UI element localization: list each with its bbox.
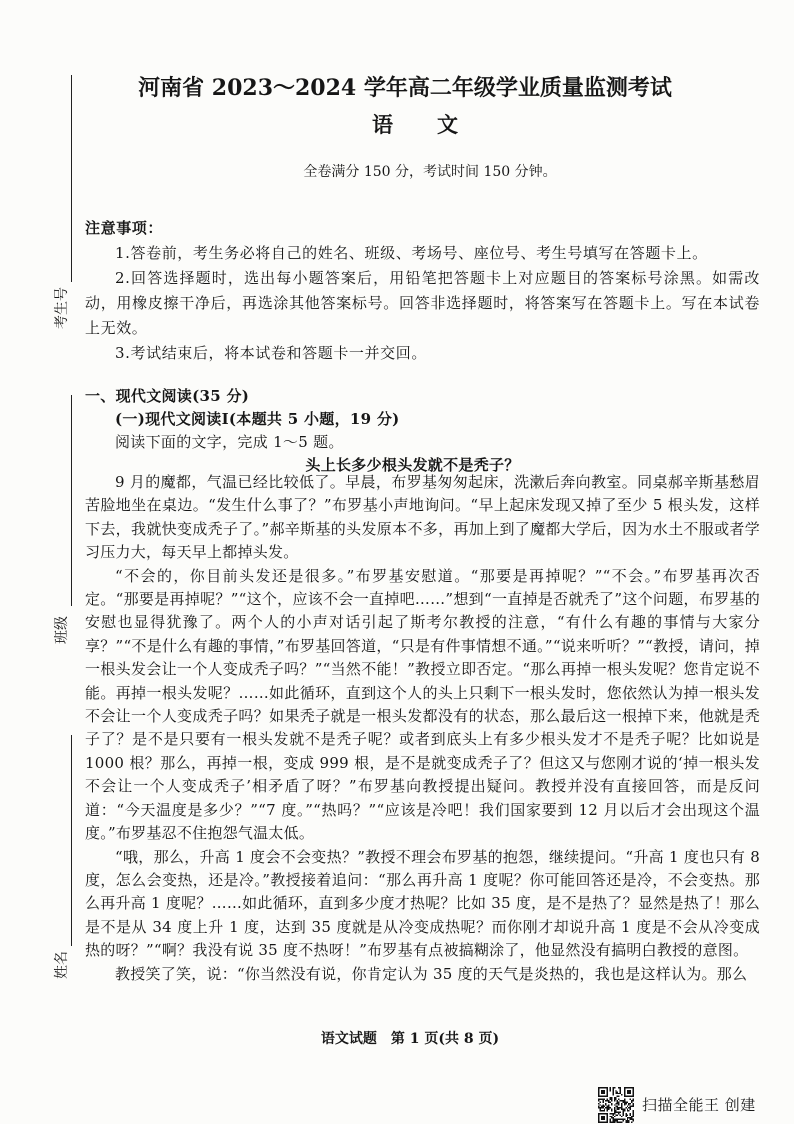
exam-number-label: 考生号 — [54, 287, 70, 329]
passage-body — [85, 471, 760, 986]
binding-line-top — [71, 75, 72, 282]
notice-item: 2.回答选择题时，选出每小题答案后，用铅笔把答题卡上对应题目的答案标号涂黑。如需改动，用橡皮擦干净后，再选涂其他答案标号。回答非选择题时，将答案写在答题卡上。写在本试卷上无效。 — [85, 269, 760, 337]
passage-paragraph: “哦，那么，升高 1 度会不会变热？”教授不理会布罗基的抱怨，继续提问。“升高 1 度也只有 8 度，怎么会变热，还是冷。”教授接着追问：“那么再升高 1 度呢？你可能回答还是冷，不会变热。那么再升高 1 度呢？……如此循环，直到多少度才热呢？比如 35 度，是不是热了？显然是热了！那么是不是从 34 度上升 1 度，达到 35 度就是从冷变成热呢？而你刚才却说升高 1 度是不会从冷变成热的呀？”“啊？我没有说 35 度不热呀！”布罗基有点被搞糊涂了，他显然没有搞明白教授的意图。 — [85, 847, 760, 960]
scanner-watermark: 扫描全能王 创建 — [642, 1096, 756, 1114]
passage-title: 头上长多少根头发就不是秃子？ — [305, 455, 520, 474]
score-info: 全卷满分 150 分，考试时间 150 分钟。 — [303, 164, 557, 180]
class-label: 班级 — [54, 616, 70, 644]
binding-line-bottom — [71, 735, 72, 946]
section-instruction: 阅读下面的文字，完成 1～5 题。 — [115, 432, 344, 451]
section-subheading: (一)现代文阅读Ⅰ(本题共 5 小题，19 分) — [115, 409, 400, 428]
name-label: 姓名 — [54, 951, 70, 979]
qr-code-icon — [598, 1087, 634, 1123]
passage-paragraph: 教授笑了笑，说：“你当然没有说，你肯定认为 35 度的天气是炎热的，我也是这样认为。那么 — [115, 964, 748, 983]
binding-line-middle — [71, 395, 72, 606]
notice-section — [85, 216, 760, 366]
passage-paragraph: “不会的，你目前头发还是很多。”布罗基安慰道。“那要是再掉呢？”“不会。”布罗基再次否定。“那要是再掉呢？”“这个，应该不会一直掉吧……”想到“一直掉是否就秃了”这个问题，布罗基的安慰也显得犹豫了。两个人的小声对话引起了斯考尔教授的注意，“有什么有趣的事情与大家分享？”“不是什么有趣的事情，”布罗基回答道，“只是有件事情想不通。”“说来听听？”“教授，请问，掉一根头发会让一个人变成秃子吗？”“当然不能！”教授立即否定。“那么再掉一根头发呢？您肯定说不能。再掉一根头发呢？……如此循环，直到这个人的头上只剩下一根头发时，您依然认为掉一根头发不会让一个人变成秃子吗？如果秃子就是一根头发都没有的状态，那么最后这一根掉下来，他就是秃子了？是不是只要有一根头发就不是秃子呢？或者到底头上有多少根头发才不是秃子呢？比如说是 1000 根？那么，再掉一根，变成 999 根，是不是就变成秃子了？但这又与您刚才说的‘掉一根头发不会让一个人变成秃子’相矛盾了呀？”布罗基向教授提出疑问。教授并没有直接回答，而是反问道：“今天温度是多少？”“7 度。”“热吗？”“应该是冷吧！我们国家要到 12 月以后才会出现这个温度。”布罗基忍不住抱怨气温太低。 — [85, 566, 760, 843]
reading-section-header — [85, 385, 760, 477]
notice-item: 3.考试结束后，将本试卷和答题卡一并交回。 — [115, 344, 427, 362]
section-heading: 一、现代文阅读(35 分) — [85, 386, 250, 405]
notice-item: 1.答卷前，考生务必将自己的姓名、班级、考场号、座位号、考生号填写在答题卡上。 — [115, 244, 708, 262]
page-footer: 语文试题 第 1 页(共 8 页) — [320, 1031, 500, 1047]
passage-paragraph: 9 月的魔都，气温已经比较低了。早晨，布罗基匆匆起床，洗漱后奔向教室。同桌郝辛斯基愁眉苦脸地坐在桌边。“发生什么事了？”布罗基小声地询问。“早上起床发现又掉了至少 5 根头发，这样下去，我就快变成秃子了。”郝辛斯基的头发原本不多，再加上到了魔都大学后，因为水土不服或者学习压力大，每天早上都掉头发。 — [85, 473, 760, 562]
notice-heading: 注意事项： — [85, 219, 164, 237]
exam-title: 河南省 2023～2024 学年高二年级学业质量监测考试 — [138, 75, 672, 101]
subject-title: 语文 — [372, 112, 502, 137]
